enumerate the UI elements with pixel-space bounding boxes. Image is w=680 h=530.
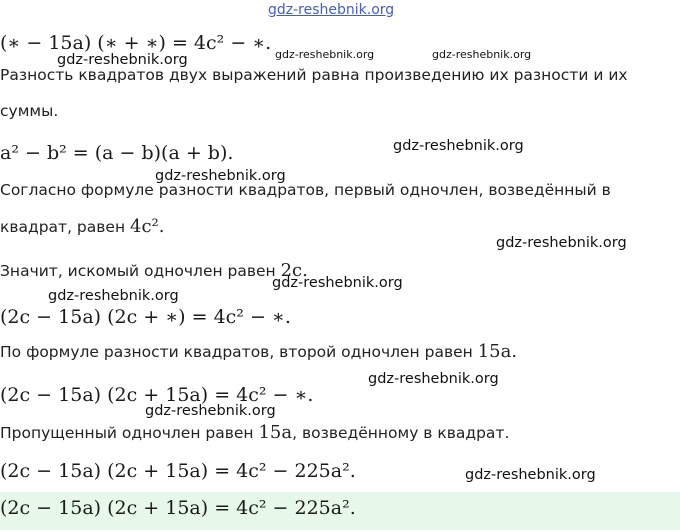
missing-monomial-base: 15a bbox=[258, 422, 293, 443]
equation-1: (∗ − 15a) (∗ + ∗) = 4c² − ∗. bbox=[0, 32, 272, 54]
watermark-top[interactable]: gdz-reshebnik.org bbox=[268, 2, 395, 18]
watermark-3: gdz-reshebnik.org bbox=[155, 168, 286, 184]
equation-4: (2c − 15a) (2c + 15a) = 4c² − 225a². bbox=[0, 460, 356, 482]
paragraph-4 bbox=[0, 341, 517, 362]
paragraph-2-line-2 bbox=[0, 216, 165, 237]
paragraph-1-line-2: суммы. bbox=[0, 102, 59, 120]
equation-3: (2c − 15a) (2c + 15a) = 4c² − ∗. bbox=[0, 384, 314, 406]
paragraph-5 bbox=[0, 422, 509, 443]
watermark-small-1: gdz-reshebnik.org bbox=[275, 48, 375, 61]
paragraph-2-text: квадрат, равен bbox=[0, 218, 131, 236]
final-answer: (2c − 15a) (2c + 15a) = 4c² − 225a². bbox=[0, 497, 356, 519]
paragraph-3-text: Значит, искомый одночлен равен bbox=[0, 262, 281, 280]
watermark-5: gdz-reshebnik.org bbox=[272, 275, 403, 291]
watermark-6: gdz-reshebnik.org bbox=[48, 288, 179, 304]
second-monomial: 15a. bbox=[477, 341, 518, 362]
paragraph-3 bbox=[0, 260, 308, 281]
paragraph-5-suffix: , возведённому в квадрат. bbox=[292, 424, 510, 442]
paragraph-1-line-1: Разность квадратов двух выражений равна произведению их разности и их bbox=[0, 66, 628, 84]
difference-of-squares-formula: a² − b² = (a − b)(a + b). bbox=[0, 142, 234, 164]
first-monomial-square: 4c². bbox=[130, 216, 165, 237]
paragraph-2-line-1: Согласно формуле разности квадратов, первый одночлен, возведённый в bbox=[0, 181, 611, 199]
watermark-9: gdz-reshebnik.org bbox=[465, 467, 596, 483]
equation-2: (2c − 15a) (2c + ∗) = 4c² − ∗. bbox=[0, 306, 291, 328]
paragraph-4-text: По формуле разности квадратов, второй одночлен равен bbox=[0, 343, 478, 361]
watermark-4: gdz-reshebnik.org bbox=[496, 235, 627, 251]
watermark-1: gdz-reshebnik.org bbox=[57, 52, 188, 68]
watermark-small-2: gdz-reshebnik.org bbox=[432, 48, 532, 61]
first-monomial: 2c. bbox=[280, 260, 308, 281]
watermark-2: gdz-reshebnik.org bbox=[393, 138, 524, 154]
watermark-8: gdz-reshebnik.org bbox=[145, 403, 276, 419]
paragraph-5-text: Пропущенный одночлен равен bbox=[0, 424, 259, 442]
watermark-7: gdz-reshebnik.org bbox=[368, 371, 499, 387]
